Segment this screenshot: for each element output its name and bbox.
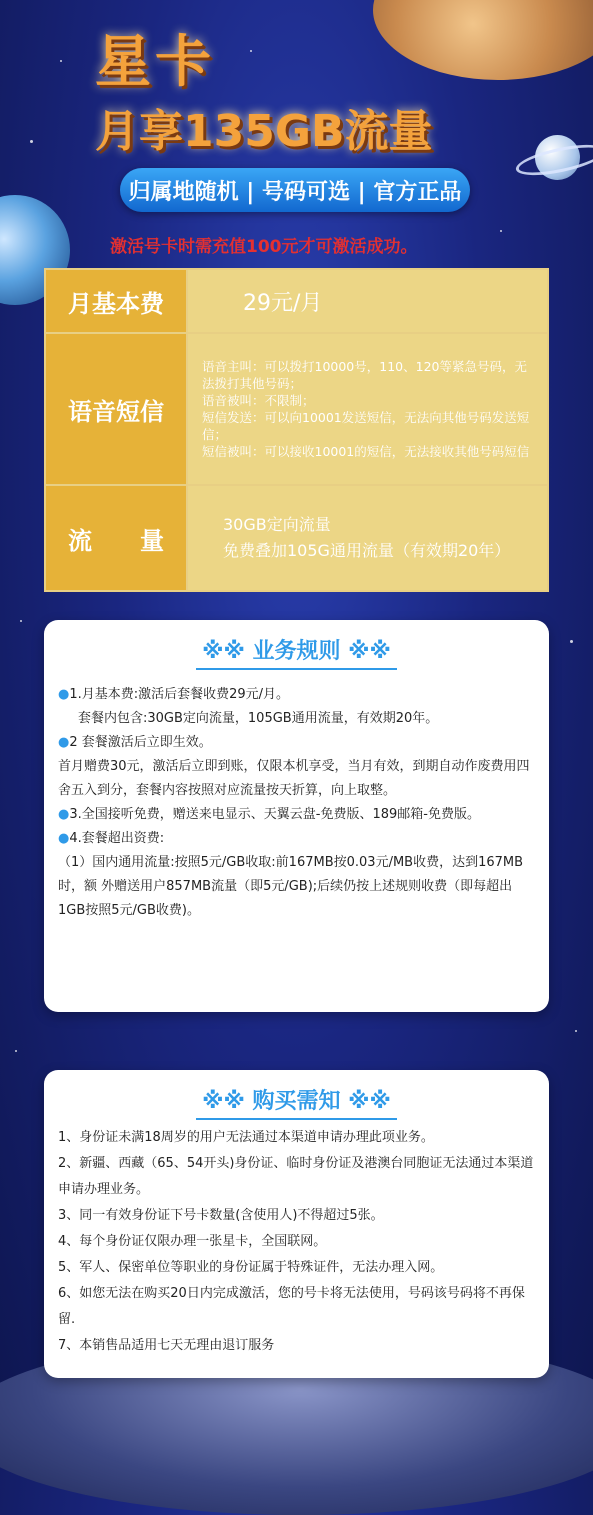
list-item: 语音被叫：不限制；	[202, 393, 315, 408]
bullet-icon: ●	[58, 687, 70, 702]
list-item: （1）国内通用流量:按照5元/GB收取:前167MB按0.03元/MB收费，达到167MB时，额 外赠送用户857MB流量（即5元/GB);后续仍按上述规则收费（即每超出1GB按照5元/GB收费)。	[58, 855, 524, 918]
rules-panel	[44, 620, 549, 1012]
activation-warning: 激活号卡时需充值100元才可激活成功。	[110, 237, 418, 257]
bullet-icon: ●	[58, 807, 70, 822]
page-subtitle: 月享135GB流量	[95, 106, 433, 157]
fee-table	[44, 268, 549, 592]
page-title: 星卡	[95, 30, 215, 95]
list-item: 7、本销售品适用七天无理由退订服务	[58, 1338, 275, 1353]
list-item: ●2 套餐激活后立即生效。	[58, 735, 212, 750]
list-item: ●1.月基本费:激活后套餐收费29元/月。	[58, 687, 290, 702]
bullet-icon: ●	[58, 831, 70, 846]
list-item: 首月赠费30元，激活后立即到账，仅限本机享受，当月有效，到期自动作废费用四舍五入到分，套餐内容按照对应流量按天折算，向上取整。	[58, 759, 530, 798]
list-item: 5、军人、保密单位等职业的身份证属于特殊证件，无法办理入网。	[58, 1260, 444, 1275]
tagline-badge: 归属地随机 | 号码可选 | 官方正品	[120, 168, 470, 212]
list-item: 免费叠加105G通用流量（有效期20年）	[223, 541, 511, 560]
list-item: ●4.套餐超出资费:	[58, 831, 165, 846]
data-details	[187, 485, 548, 591]
voice-label: 语音短信	[45, 333, 187, 485]
data-label: 流 量	[45, 485, 187, 591]
list-item: 3、同一有效身份证下号卡数量(含使用人)不得超过5张。	[58, 1208, 384, 1223]
list-item: 4、每个身份证仅限办理一张星卡，全国联网。	[58, 1234, 327, 1249]
list-item: 6、如您无法在购买20日内完成激活，您的号卡将无法使用，号码该号码将不再保留.	[58, 1286, 525, 1327]
monthly-fee-value: 29元/月	[187, 269, 548, 333]
table-row	[45, 269, 548, 333]
table-row	[45, 333, 548, 485]
list-item: 2、新疆、西藏（65、54开头)身份证、临时身份证及港澳台同胞证无法通过本渠道申请办理业务。	[58, 1156, 534, 1197]
notice-panel	[44, 1070, 549, 1378]
notice-title: ※※ 购买需知 ※※	[44, 1070, 549, 1115]
rules-body	[44, 665, 549, 923]
list-item: 套餐内包含:30GB定向流量，105GB通用流量，有效期20年。	[78, 711, 439, 726]
list-item: 1、身份证未满18周岁的用户无法通过本渠道申请办理此项业务。	[58, 1130, 434, 1145]
rules-title: ※※ 业务规则 ※※	[44, 620, 549, 665]
bullet-icon: ●	[58, 735, 70, 750]
planet-top-right-image	[373, 0, 593, 80]
voice-details	[187, 333, 548, 485]
list-item: 语音主叫：可以拨打10000号，110、120等紧急号码，无法拨打其他号码；	[202, 359, 527, 391]
list-item: 短信被叫：可以接收10001的短信，无法接收其他号码短信	[202, 444, 530, 459]
list-item: 短信发送：可以向10001发送短信，无法向其他号码发送短信；	[202, 410, 530, 442]
table-row	[45, 485, 548, 591]
list-item: 30GB定向流量	[223, 515, 331, 534]
notice-body	[44, 1115, 549, 1359]
monthly-fee-label: 月基本费	[45, 269, 187, 333]
list-item: ●3.全国接听免费，赠送来电显示、天翼云盘-免费版、189邮箱-免费版。	[58, 807, 480, 822]
